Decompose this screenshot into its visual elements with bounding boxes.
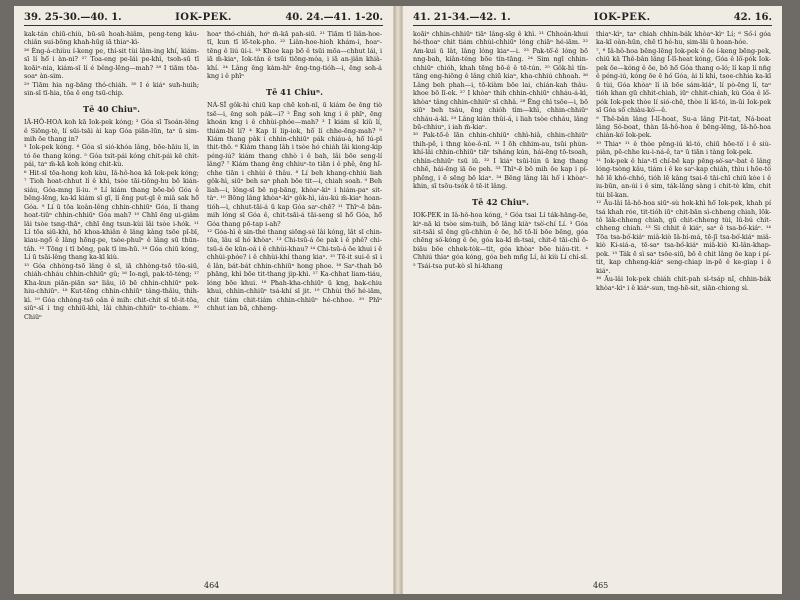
left-header-right: 40. 24.—41. 1-20. [285, 12, 383, 23]
right-column-2 [596, 30, 771, 570]
left-header-title: IOK-PEK. [175, 12, 232, 23]
right-header-title: IOK-PEK. [593, 12, 651, 23]
paragraph: kak-tán chiū-chiù, bū-sū hoah-hiâm, peng-teng kâu-chiân sui-bōng khah-hūg iā thiaⁿ-kì- [24, 30, 199, 47]
right-column-1 [413, 30, 588, 570]
paragraph: NÁ-SÎ gôk-hì chiū kap chē koh-nī, ū kiám ōe ēng tiò tsē—i, ēng soh pák—i? ² Ēng soh kng i ê phīⁿ, ēng khoán kng i ê chhùi-phóe—mah? ³ I kiám sī kiû lí, thiám-bī lí? ⁴ Kap lí lip-iok, hō͘ lí chhe-ēng-mah? ⁵ Kiám thang pàk i chhin-chhiūⁿ pák chiáu-á, hō͘ lú-pī thit-thô. ⁶ Kiám thang lâh i tsòe hó chiáh lâi kiong-kip péng-iú? kiám thang chhò i ê bah, lâi bōe seng-lí lâng? ⁷ Kiám thang ēng chhiuⁿ-to tiān i ê phê, ēng hî-chhe tiān i chhùi ê thâu. ⁸ Lí beh khang-chhiú liah gôk-hì, siūⁿ beh saⁿ phah bōe tit—i, chiah soah. ⁹ Beh liah—i, lông-sī bē ng-bāng, khòaⁿ-kìⁿ i hiám-paⁿ sit-tàⁿ. ¹⁰ Bōng lâng khòaⁿ-kìⁿ gôk-hì, iáu-kú m̄-kiaⁿ hoan-tióh—i, chhut-tāi-á ū kap Góa saⁿ-chē? ¹¹ Thīⁿ-ē bān-mih lóng sī Góa ê, chit-tsāi-á tāi-seng sī hō͘ Góa, hō͘ Góa thang pō-tap i-ah? [207, 101, 382, 228]
chapter-heading: Tē 42 Chiuⁿ. [471, 196, 530, 207]
left-page-columns [24, 30, 383, 570]
page-number: 464 [204, 581, 220, 590]
right-page-columns [413, 30, 772, 570]
left-header-left: 39. 25-30.—40. 1. [24, 12, 122, 23]
paragraph: ²⁹ Tiām hia ng-bāng thó-chiáh. ³⁰ I é kiáⁿ suh-huih; sin-sī tī-hia, tōa ē eng tsū-chip. [24, 80, 199, 98]
left-column-2 [207, 30, 382, 570]
paragraph: ³ Iok-pek kóng. ⁴ Góa sī sió-khóa lâng, bōe-hāiu lí, in tó ōe thang kóng. ⁵ Góa tsit-pái kóng chit-pái kē chit-pái, taⁿ m̄-kā koh kóng chit-kù. [24, 143, 199, 169]
paragraph: ¹⁵ Góa chhòng-tsō lâng ê sī, iā chhòng-tsō tōa-siū, chiáh-chháu chhin-chhiūⁿ gû; ¹⁶ Io-ngì, pak-tō-téng; ¹⁷ Kha-kun piān-piān saⁿ liâu, iō bē chhin-chhiūⁿ pek-hiu-chhiūⁿ. ¹⁸ Kut-tēng chhin-chhiūⁿ tâng-thâiu, thih-kì. ¹⁹ Góa chhòng-tsō oân ê mih: chit-chit sī tē-it-tōa, siūⁿ-sī i tng chhiū-khì, lâi chhin-chhiūⁿ to-chiam. ²⁰ Chiūⁿ [24, 261, 199, 321]
paragraph: IÂ-HÔ-HOA koh kā Iok-pek kóng; ² Góa sī Tsoán-lêng ê Siōng-tè, lí sūi-tsāi ài kap Góa piān-lūn, taⁿ ū sim-mih ōe thang in? [24, 118, 199, 143]
paragraph: ¹² Āu-lâi Iâ-hô-hoa siūⁿ-sù hok-khì hō͘ Iok-pek, khah pí tsá khah róe, tit-tióh iūⁿ chit-bān sì-chheng chiah, lōk-tô lák-chheng chiah, gū chit-chheng tùi, lû-bú chit-chheng chiah. ¹³ Si chhit ê kiáⁿ, saⁿ ê tsa-bó͘-kiáⁿ. ¹⁴ Tōa tsa-bó͘-kiáⁿ miâ-kiò Iâ-bí-má, tē-jī tsa-bó͘-kiáⁿ miâ-kiò Ki-siá-a, tē-saⁿ tsa-bó͘-kiáⁿ miâ-kiò Ki-lân-khap-pok. ¹⁵ Ták ē sì saⁿ tsōe-siū, bō ē chit lâng ōe kap i pí-tit, kap chheng-kiáⁿ seng-chiap in-pē ê ke-giap i ê kiáⁿ. [596, 199, 771, 275]
left-page [14, 6, 394, 594]
paragraph: ¹⁰ Thiaⁿ ¹¹ ê thòe pēng-iú kì-tó, chiū hōe-tò͘ i ê siù-piàn, pē-chhe ku-i-ná-ê, taⁿ ū tiān i tàng Iok-pek. [596, 139, 771, 157]
right-header-left: 41. 21-34.—42. 1. [413, 12, 511, 23]
right-page-header [413, 12, 772, 26]
paragraph: ⁶ Hit-sī tōa-hong koh kàu, Iâ-hô-hoa kā Iok-pek kóng; ⁷ Tioh hoat-chhut lí ê khì, tsòe tāi-tiōng-hu bō kián-siáu, Góa-mng lí-iu. ⁸ Lí kiám thang bōe-bô Góa ê bēng-lēng, ka-kī kiám sī gī, lí ēng put-gī ê miâ sak hō͘ Góa. ⁹ Lí ū tōa koân-lêng chhin-chhiūⁿ Góa, lí thang hoat-tiūⁿ chhin-chhiūⁿ Góa mah? ¹⁰ Chhī ēng ui-giâm lâi tsòe tsng-thāⁿ, chhī ēng tsun-kùi lâi tsòe i-hók. ¹¹ Lí tōa siū-khì, hō͘ khoa-khiân ê lâng kàng tsōe pî-bī, kiau-ngō͘ ê lâng hōng-pe, tsòe-phuīⁿ ê lâng sū thūn-tâh. ¹³ Tōng i tī bōng, pak tī im-hū. ¹⁴ Góa chiū kóng, Lí ū tsāi-lêng thang ka-kī kiù. [24, 168, 199, 262]
left-page-header [24, 12, 383, 26]
paragraph: ⁹ Thê-bân lâng Í-lî-hoat, Su-a lâng Pit-tat, Ná-boat lâng Só-boat, thàn Iâ-hô-hoa ê bēng-lēng, Iâ-hô-hoa chiàn-kò͘ Iok-pek. [596, 114, 771, 140]
right-page [402, 6, 782, 594]
paragraph: ¹² Góa-hì ê sin-thé thang siōng-sè lâi kóng, lât sī chin-tōa, lâu sī hó khòaⁿ. ¹³ Chi-tsū-á ōe pak i ê phê? chi-tsū-á ōe kūn-oá i ê chhùi-khau? ¹⁴ Chi-tsū-á ōe khui i ê chhùi-phóe? i ê chhùi-khí thang kiaⁿ. ¹⁵ Tē-it sui-ê sī i ê lân, bát-bát chhin-chhiūⁿ hong phoe. ¹⁶ Saⁿ-thah bō phāng, khì bōe tit-thang jip-khì. ¹⁷ Ka-chhat liam-tiáu, lóng bōe khui. ¹⁸ Phah-kha-chhiūⁿ ū kng, bak-chiu khui, chhin-chhiūⁿ tsá-khí sī jit. ¹⁹ Chhùi thò͘ hé-iām, chit tiám chit-tiám chhin-chhiūⁿ hé-chhoe. ²⁰ Phīⁿ chhut ian bā, chheng- [207, 227, 382, 313]
paragraph: ³⁰ Pak-tō͘-ê lān chhin-chhiūⁿ chhì-hiâ, chhin-chhiūⁿ thih-pē, i thng kòe-ô-nī. ³¹ I ōh chhim-au, tsūi phùn-khí-lâi chhin-chhiūⁿ tiāⁿ tsháng kún, hái-ēng tō-tsoah, chhin-chhiūⁿ tsū iū. ³² I kiáⁿ tsūi-lún ū kng thang chhē, hái-ēng iā ōe peh. ³³ Thīⁿ-ē bō mih ōe kap i pí-phēng, i ē sēng bō kiaⁿ. ³⁴ Bēng lâng lāi hō͘ i khòaⁿ-khin, sī tsōu-tsók ê tē-it lâng. [413, 131, 588, 191]
paragraph: hoaⁿ thó-chiáh, ho͘ᵉ m̄-kā pah-siū. ²¹ Tiām tī liân-hoe-tī, kun tī lō͘-tek-pho. ²² Liân-hoe-hioh khám-i, hoaⁿ-tēng ê liú ūi-i. ²³ Khoe kap bō ê tsūi mōa—chhut lái, i iā m̄-kiaⁿ, Iok-tân ê tsūi tiōng-móa, i iā an-jiân khià-khí. ²⁴ Lâng ēng kàm-hīⁿ ēng-tng-tióh—i, ēng soh-á kng i ê phīⁿ [207, 30, 382, 81]
page-number: 465 [593, 581, 609, 590]
paragraph: ²⁶ Èng-á-chiùu í-keng pe, thí-sit tùi lâm-ing khí, kiám-sī lí hō͘ i àn-ni? ²⁷ Toa-eng pe-lái pe-khì, tsoh-sū tī koāiⁿ-nia, kiám-sī lí é bêng-lēng—mah? ²⁸ I tiām tōa-soaⁿ àn-sim. [24, 46, 199, 81]
paragraph: IOK-PEK in Iâ-hô-hoa kóng, ² Góa tsai Lí ták-hāng-ōe, kiⁿ-nā kì tsòe sim-tuih, bō lâng kiàⁿ tsò͘-chí Lí. ³ Góa sit-tsāi sī ēng gū-chhùn ê ōe, hō͘ tō-lí bōe bēng, góa chēng sò͘-kóng ê ōe, góa ka-kī m̄-tsai, chit-ē tāi-chì ō-biāu bōe chhek-tòk—tit, góa khòaⁿ bōe hiáu-tit. ⁴ Chhiú thiaⁿ góa kóng, góa beh mñg Lí, ài kiù Lí chí-sī. ⁵ Tsái-tsa put-kò sī hi-khang [413, 211, 588, 270]
left-column-1 [24, 30, 199, 570]
paragraph: koāiⁿ chhin-chhiūⁿ tiāⁿ lâng-sīg ê khì. ²¹ Chhoán-khui hé-thoaⁿ chit tiám chhùi-chhiūⁿ lóng chiāⁿ hé-iām. ²² Am-kui ū lât, lâng lóng kiaⁿ—i. ²³ Pak-tō͘-ê lóng bō nng-bah, kiân-téng bōe tín-tāng. ²⁴ Sim ngī chhin-chhiūⁿ chióh, khah tēng bō-ê ê tē-tún. ²⁵ Gôk-hì tín-tāng eng-hiōng ê lâng chiū kiaⁿ, kha-chhiú chhoah. ²⁶ Lâng beh phah—i, tō-kiàm bōe lai, chián-kah thâu-khoe bō lī-ek. ²⁷ I khòaⁿ thih chhin-chhiūⁿ chháu-á-kì, khòaⁿ tâng chhin-chhiūⁿ sī chhâ. ²⁸ Ēng chì tsōe—i, bō siūⁿ beh tsáu, ēng chióh tìm—khì, chhin-chhiūⁿ chháu-á-kì. ²⁹ Lâng kiàn thûi-á, i liah tsòe chháu, lâng bū-chhiuⁿ, i iah m̄-kiaⁿ. [413, 30, 588, 131]
right-header-right: 42. 16. [733, 12, 772, 23]
paragraph: ⁷, ⁸ Iâ-hô-hoa bēng-lēng Iok-pek ê ōe í-keng bēng-pek, chiū kā Thê-bân lâng Í-lî-heat kóng, Góa ê lô͘-pók Iok-pek ōe—kóng ê ōe, bō hō͘ Góa thang o-ló; lí kap lí nn̄g ê péng-iú, kóng ōe ē hó͘ Góa, ài lí khì, tsoe-chhia ka-kī ū tùi, Góa khòaⁿ lí iā bōe sám-kiáⁿ, lí pò-ēng lí, taⁿ tióh khan gū chhit-chiah, iūⁿ chhit-chiah, kù Góa ê lô͘-pók Iok-pek thòe lí sió-chē, thòe lí kī-tó, in-ūi Iok-pek sī Góa sō͘ chiàu-kò͘—ê. [596, 46, 771, 115]
book-gutter [394, 6, 402, 594]
paragraph: thiaⁿ-kìⁿ, taⁿ chiah chhin-bák khòaⁿ-kìⁿ Lí; ⁶ Só͘-í góa ka-kī oàn-hūn, chē tī hé-hu, sim-lāi ū hoan-hóe. [596, 30, 771, 47]
paragraph: ¹⁶ Āu-lâi Iok-pek chiáh chit-pah sì-tsáp nî, chhin-bák khòaⁿ-kìⁿ i ê kiáⁿ-sun, tng-hē-sit, siān-chiong sì. [596, 275, 771, 292]
chapter-heading: Tē 40 Chiuⁿ. [82, 103, 141, 114]
paragraph: ¹¹ Iok-pek ê hiaⁿ-tī chí-bē kap pēng-sò͘-saⁿ-bat ê lâng lóng-tsòng kâu, tiám i ê ke saⁿ-kap chiáh, thìu i hōe-tò͘ hē lē khó-chhó, tióh lē kâng tsai-ē tāi-chī chiū kòe i ê iu-būn, an-úi i ê sim, ták-lâng sàng i chit-tè kîm, chit tùi bī-kan. [596, 156, 771, 199]
chapter-heading: Tē 41 Chiuⁿ. [265, 86, 324, 97]
